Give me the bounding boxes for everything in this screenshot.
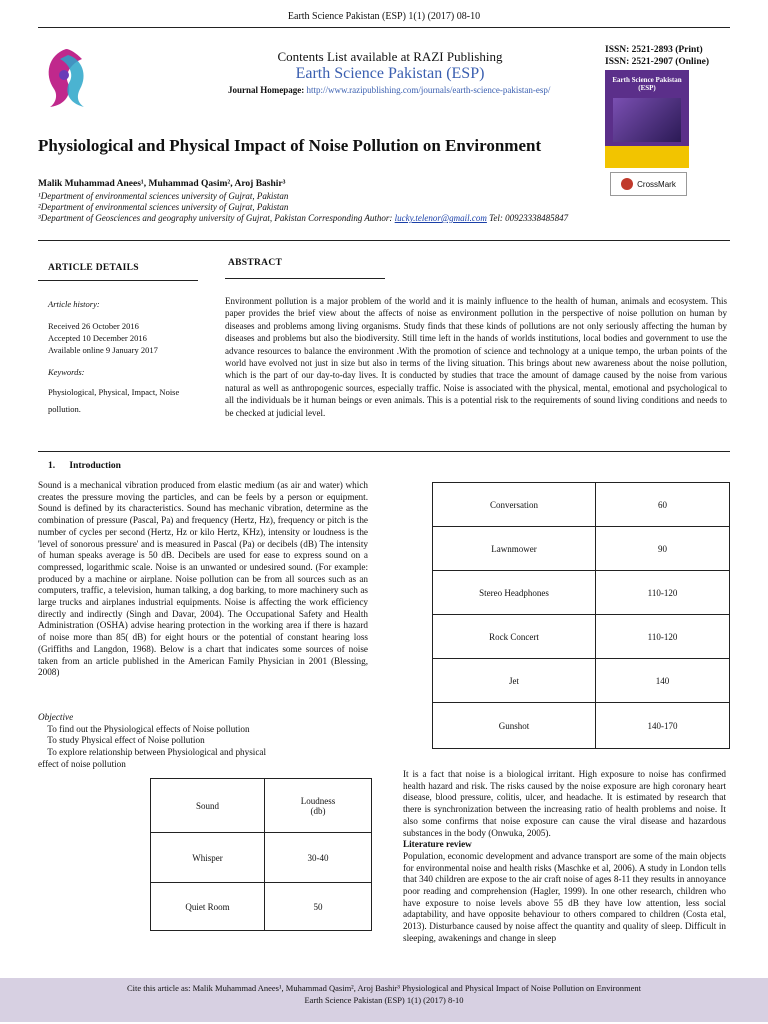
- objectives-block: [38, 712, 278, 771]
- running-head: Earth Science Pakistan (ESP) 1(1) (2017) 08-10: [287, 11, 481, 22]
- razi-logo-icon: [38, 45, 94, 111]
- abstract-rule: [225, 278, 385, 279]
- table-row: [433, 571, 730, 615]
- literature-review-heading: Literature review: [403, 839, 472, 850]
- paper-title: Physiological and Physical Impact of Noise Pollution on Environment: [38, 136, 542, 155]
- top-rule: [38, 240, 730, 241]
- abstract-heading: ABSTRACT: [228, 258, 283, 268]
- table-cell: 140-170: [596, 703, 730, 749]
- homepage-label: Journal Homepage:: [228, 85, 305, 95]
- table-cell: Jet: [433, 659, 596, 703]
- cover-title: Earth Science Pakistan (ESP): [612, 76, 682, 92]
- table-cell: 90: [596, 527, 730, 571]
- table-cell: 110-120: [596, 615, 730, 659]
- affiliation-2: ²Department of environmental sciences university of Gujrat, Pakistan: [38, 202, 289, 212]
- table-cell: 110-120: [596, 571, 730, 615]
- citation-journal: Earth Science Pakistan (ESP) 1(1) (2017) 8-10: [304, 995, 464, 1005]
- noise-table-left: [150, 778, 372, 931]
- homepage-link[interactable]: http://www.razipublishing.com/journals/earth-science-pakistan-esp/: [306, 85, 551, 95]
- journal-name: Earth Science Pakistan (ESP): [295, 65, 485, 82]
- intro-body: Sound is a mechanical vibration produced from elastic medium (as air and water) which creates the pressure moving the particles, and can be feels by a person or equipment. Sound is defined by its characteristics. Sound has mechanic vibration, determine as the combination of pressure (Pascal, Pa) and frequency (Hertz, Hz), frequency or pitch is the number of cycles per second (Hertz, Hz or kilo Hertz, KHz), intensity or loudness is the 'level of sonorous pressure' and is measured in Pascal (Pa) or decibels (dB) The intensity of human speaks average is 50 dB. Decibels are used for ease to express sound on a compressed, logarithmic scale. Noise is an unwanted or undesired sound. (For example: produced by a machine or airplane. Noise pollution can be from all sources such as an computers, traffic, a television, human talking, a dog barking, to more machinery such as large trucks and airplanes industrial equipments. Noise is affecting the work efficiency directly and indirectly (Singh and Davar, 2004). The Occupational Safety and Health Administration (OSHA) advise hearing protection in the working area if there is hazard of noise more than 85( dB) for eight hours or the potential of constant hearing loss (Griffiths and Langdon, 1968). Below is a chart that indicates some sources of noise taken from an article published in the American Family Physician in 2001 (Blessing, 2008): [38, 480, 368, 678]
- author-list: Malik Muhammad Anees¹, Muhammad Qasim², Aroj Bashir³: [38, 179, 286, 189]
- table-row: [151, 883, 372, 931]
- table-cell: 30-40: [265, 833, 372, 883]
- table-row: [433, 483, 730, 527]
- accepted-date: Accepted 10 December 2016: [48, 333, 147, 343]
- table-cell: Conversation: [433, 483, 596, 527]
- right-column: [403, 769, 726, 945]
- article-details-heading: ARTICLE DETAILS: [48, 263, 139, 273]
- received-date: Received 26 October 2016: [48, 321, 139, 331]
- objective-label: Objective: [38, 712, 74, 722]
- affiliation-3-text: ³Department of Geosciences and geography university of Gujrat, Pakistan Corresponding Author:: [38, 213, 393, 223]
- issn-online: ISSN: 2521-2907 (Online): [605, 57, 709, 67]
- table-row: [433, 659, 730, 703]
- history-label: Article history:: [48, 299, 100, 309]
- intro-number: 1.: [48, 461, 56, 471]
- objective-item:   To find out the Physiological effects of Noise pollution: [38, 723, 250, 734]
- contents-line: Contents List available at RAZI Publishing: [277, 49, 503, 64]
- table-header-cell: Sound: [151, 779, 265, 833]
- journal-homepage: [228, 84, 568, 96]
- issn-print: ISSN: 2521-2893 (Print): [605, 45, 703, 55]
- table-row: [433, 615, 730, 659]
- table-cell: Gunshot: [433, 703, 596, 749]
- intro-title: Introduction: [69, 461, 121, 471]
- issn-block: [605, 44, 709, 68]
- section-rule: [38, 451, 730, 452]
- table-cell: 60: [596, 483, 730, 527]
- keywords-label: Keywords:: [48, 367, 85, 377]
- article-details-rule: [38, 280, 198, 281]
- table-cell: Whisper: [151, 833, 265, 883]
- objective-item:   To study Physical effect of Noise pollution: [38, 735, 205, 746]
- table-cell: Stereo Headphones: [433, 571, 596, 615]
- noise-table-right: [432, 482, 730, 749]
- table-row: [433, 703, 730, 749]
- table-cell: Quiet Room: [151, 883, 265, 931]
- table-cell: 50: [265, 883, 372, 931]
- intro-heading: [48, 461, 121, 471]
- crossmark-icon: [621, 178, 633, 190]
- table-row: [433, 527, 730, 571]
- keywords-line-2: pollution.: [48, 404, 81, 414]
- table-cell: Lawnmower: [433, 527, 596, 571]
- table-cell: Rock Concert: [433, 615, 596, 659]
- crossmark-label: CrossMark: [637, 179, 676, 189]
- citation-footer: [0, 978, 768, 1022]
- crossmark-button[interactable]: [610, 172, 687, 196]
- citation-line: Cite this article as: Malik Muhammad Anees¹, Muhammad Qasim², Aroj Bashir³ Physiological and Physical Impact of Noise Pollution on Environment: [126, 983, 642, 993]
- table-header-row: [151, 779, 372, 833]
- table-cell: 140: [596, 659, 730, 703]
- corresponding-email-link[interactable]: lucky.telenor@gmail.com: [394, 213, 487, 223]
- objective-item:   To explore relationship between Physiological and physical effect of noise pollution: [38, 747, 267, 769]
- header-rule: [38, 27, 730, 28]
- corresponding-tel: Tel: 00923338485847: [489, 213, 569, 223]
- table-row: [151, 833, 372, 883]
- affiliation-1: ¹Department of environmental sciences university of Gujrat, Pakistan: [38, 191, 289, 201]
- keywords-line-1: Physiological, Physical, Impact, Noise: [48, 387, 180, 397]
- noise-irritant-paragraph: It is a fact that noise is a biological irritant. High exposure to noise has confirmed health hazard and risk. The risks caused by the noise exposure are high coronary heart disease, blood pressure, colitis, ulcer, and headache. It is estimated by research that there is synchronization between the increasing ratio of health problems and noise. It also some confirms that noise exposure can cause the viral disease and hazardous substances in the body (Onwuka, 2005).: [403, 769, 726, 838]
- online-date: Available online 9 January 2017: [48, 345, 158, 355]
- literature-review-paragraph: Population, economic development and advance transport are some of the main objects for environmental noise and health risks (Maschke et al, 2006). A study in London tells that 340 children are expose to the air craft noise of ages 8-11 they results in annoyance poor reading and comprehension (Hagler, 1999). In one other research, children who have exposure to noise levels above 55 dB they have low attention, less social adaptability, and have opposite behaviour to others compared to children (Costa etal, 2013). Disturbance caused by noise affect the quantity and quality of sleep. Difficult in sleeping, awakenings and change in sleep: [403, 850, 726, 943]
- affiliation-3: [38, 213, 568, 223]
- abstract-text: Environment pollution is a major problem of the world and it is mainly influence to the health of human, animals and ecosystem. This paper provides the brief view about the affects of noise as environment pollution in the perspective of noise pollution on human by diseases and problems among living organisms. Study finds that these kinds of pollutions are not only seriously affecting the human by diseases and problems but also the biodiversity. Still time left in the hands of worlds institutions, local bodies and government to use the advance resources to balance the environment .With the promotion of science and technology at a unique tempo, the urban points of the world have evolved not just in size but also in terms of the living situation. This brings about new awareness about the noise pollution, which is the part of our day-to-day lives. It is conducted by studies that trace the amount of damage caused by the noise from various natural as well as anthropogenic sources, especially traffic. Noise is associated with the physical, mental, emotional and psychological to all the individuals be it human beings or even animals. This is a potential risk to the requirements of sound living conditions and needs to be checked at judicial level.: [225, 296, 727, 418]
- table-header-cell: Loudness (db): [265, 779, 372, 833]
